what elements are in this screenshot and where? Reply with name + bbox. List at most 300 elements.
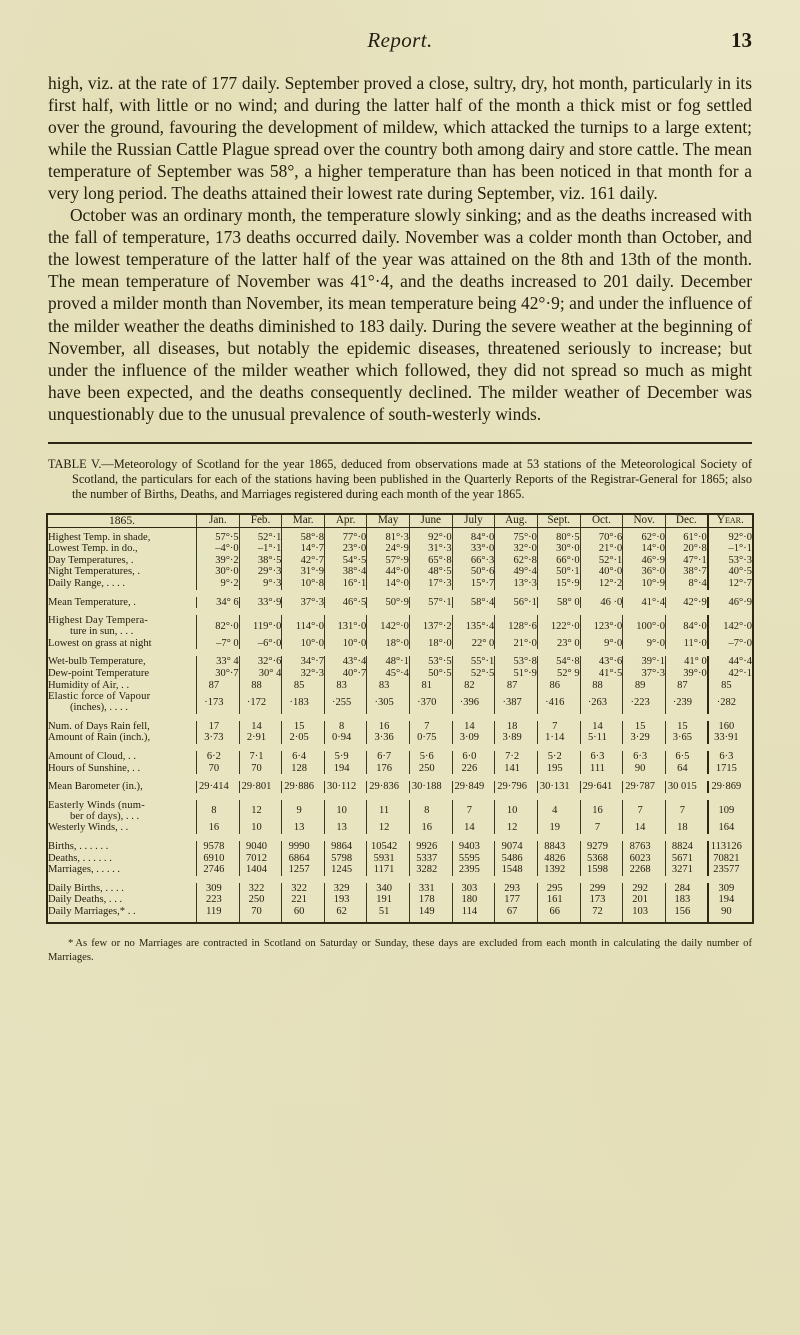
table-cell: 141: [495, 763, 538, 775]
spacer-cell: [48, 590, 752, 597]
table-cell: 12: [367, 822, 410, 834]
table-row: [48, 841, 752, 853]
table-cell: 193: [325, 894, 367, 906]
table-cell: 66°·0: [537, 555, 580, 567]
table-cell: 65°·8: [409, 555, 452, 567]
table-cell: 77°·0: [325, 527, 367, 543]
table-cell: 48°·5: [409, 566, 452, 578]
table-column-header: June: [409, 515, 452, 527]
table-cell: 46°·9: [623, 555, 666, 567]
table-cell: 149: [409, 906, 452, 923]
table-group-spacer: [48, 714, 752, 721]
table-cell: 5595: [452, 853, 495, 865]
table-cell: 16: [367, 721, 410, 733]
table-cell: 12: [239, 800, 282, 823]
table-cell: 6·3: [708, 751, 752, 763]
table-cell: 53°·3: [708, 555, 752, 567]
table-cell: 7012: [239, 853, 282, 865]
table-group-spacer: [48, 793, 752, 800]
table-column-header: May: [367, 515, 410, 527]
table-cell: 46°·5: [325, 597, 367, 609]
table-cell: 9°·0: [580, 638, 623, 650]
table-cell: ·387: [495, 691, 538, 714]
table-cell: 50°·5: [409, 668, 452, 680]
table-cell: 52° 9: [537, 668, 580, 680]
table-column-header: Sept.: [537, 515, 580, 527]
table-cell: 8824: [665, 841, 707, 853]
table-cell: 33°·0: [452, 543, 495, 555]
table-cell: 14: [580, 721, 623, 733]
table-cell: 39°·1: [623, 656, 666, 668]
table-cell: ·282: [708, 691, 752, 714]
table-row: [48, 781, 752, 793]
table-row: [48, 578, 752, 590]
table-cell: 38°·7: [665, 566, 707, 578]
table-cell: 5486: [495, 853, 538, 865]
table-cell: 12: [495, 822, 538, 834]
table-cell: 24°·9: [367, 543, 410, 555]
table-cell: 9°·2: [197, 578, 240, 590]
table-cell: 57°·9: [367, 555, 410, 567]
table-cell: 70: [197, 763, 240, 775]
table-cell: 55°·1: [452, 656, 495, 668]
table-cell: –1°·1: [708, 543, 752, 555]
table-cell: –6°·0: [239, 638, 282, 650]
table-cell: 50°·9: [367, 597, 410, 609]
table-cell: 33°·9: [239, 597, 282, 609]
spacer-cell: [48, 714, 752, 721]
table-cell: 42°·1: [708, 668, 752, 680]
table-group-spacer: [48, 608, 752, 615]
table-cell: 2395: [452, 864, 495, 876]
table-cell: 37°·3: [282, 597, 325, 609]
table-cell: 11: [367, 800, 410, 823]
table-cell: 88: [580, 680, 623, 692]
table-cell: 7: [409, 721, 452, 733]
table-cell: 64: [665, 763, 707, 775]
table-cell: 42°·9: [665, 597, 707, 609]
table-cell: 70: [239, 906, 282, 923]
table-cell: 3·29: [623, 732, 666, 744]
table-cell: 46°·9: [708, 597, 752, 609]
table-cell: 9040: [239, 841, 282, 853]
body-text: [48, 72, 752, 425]
table-cell: 31°·9: [282, 566, 325, 578]
table-cell: 52°·5: [452, 668, 495, 680]
table-cell: 66°·3: [452, 555, 495, 567]
table-cell: 92°·0: [708, 527, 752, 543]
table-cell: 10: [239, 822, 282, 834]
table-cell: 7·1: [239, 751, 282, 763]
table-cell: 340: [367, 883, 410, 895]
table-row-label: Elastic force of Vapour (inches), . . . .: [48, 691, 151, 714]
table-cell: 31°·3: [409, 543, 452, 555]
table-cell: 6·5: [665, 751, 707, 763]
table-cell: 90: [708, 906, 752, 923]
table-row-label: Deaths, . . . . . .: [48, 852, 112, 864]
table-cell: 83: [325, 680, 367, 692]
table-cell: 40°·0: [580, 566, 623, 578]
table-column-header: Nov.: [623, 515, 666, 527]
table-cell: 23° 0: [537, 638, 580, 650]
table-cell: 13°·3: [495, 578, 538, 590]
table-cell: 128°·6: [495, 615, 538, 638]
table-cell: 303: [452, 883, 495, 895]
table-cell: 8°·4: [665, 578, 707, 590]
table-cell: 3·36: [367, 732, 410, 744]
table-row-label: Daily Range, . . . .: [48, 578, 126, 589]
table-cell: 62°·8: [495, 555, 538, 567]
table-cell: ·255: [325, 691, 367, 714]
table-cell: 57°·5: [197, 527, 240, 543]
table-cell: 33° 4: [197, 656, 240, 668]
table-group-spacer: [48, 774, 752, 781]
table-row: [48, 680, 752, 692]
table-cell: –7° 0: [197, 638, 240, 650]
table-cell: 9864: [325, 841, 367, 853]
table-cell: 60: [282, 906, 325, 923]
table-group-spacer: [48, 744, 752, 751]
table-cell: 173: [580, 894, 623, 906]
spacer-cell: [48, 649, 752, 656]
table-cell: ·370: [409, 691, 452, 714]
table-row-label: Daily Deaths, . . .: [48, 894, 123, 906]
table-cell: 19: [537, 822, 580, 834]
table-cell: 84°·0: [452, 527, 495, 543]
meteorology-table-container: [46, 513, 754, 924]
table-row: [48, 883, 752, 895]
table-cell: 7: [537, 721, 580, 733]
table-cell: 1548: [495, 864, 538, 876]
table-cell: 221: [282, 894, 325, 906]
table-cell: 1404: [239, 864, 282, 876]
table-cell: 114°·0: [282, 615, 325, 638]
table-cell: 156: [665, 906, 707, 923]
table-cell: 5·6: [409, 751, 452, 763]
table-cell: 70821: [708, 853, 752, 865]
table-cell: 15: [282, 721, 325, 733]
table-cell: 29·641: [580, 781, 623, 793]
table-cell: 46 ·0: [580, 597, 623, 609]
table-cell: 16: [580, 800, 623, 823]
table-row-label: Daily Marriages,* . .: [48, 905, 136, 917]
table-cell: 5798: [325, 853, 367, 865]
table-cell: 12°·7: [708, 578, 752, 590]
table-cell: ·263: [580, 691, 623, 714]
table-cell: 8763: [623, 841, 666, 853]
table-cell: 3·73: [197, 732, 240, 744]
table-row-label: Amount of Rain (inch.),: [48, 732, 151, 744]
table-row-label: Highest Day Tempera- ture in sun, . . .: [48, 615, 149, 638]
table-cell: 7: [623, 800, 666, 823]
table-cell: 10°·0: [325, 638, 367, 650]
table-row: [48, 656, 752, 668]
table-cell: 9990: [282, 841, 325, 853]
table-cell: 11°·0: [665, 638, 707, 650]
table-cell: 39°·2: [197, 555, 240, 567]
meteorology-table: [48, 515, 752, 922]
table-row: [48, 732, 752, 744]
table-cell: 6·7: [367, 751, 410, 763]
table-cell: 18°·0: [367, 638, 410, 650]
table-cell: 10°·9: [623, 578, 666, 590]
table-cell: 1598: [580, 864, 623, 876]
table-cell: 5931: [367, 853, 410, 865]
table-cell: 8: [197, 800, 240, 823]
table-row-label: Lowest on grass at night: [48, 637, 152, 649]
table-cell: 29·414: [197, 781, 240, 793]
table-cell: 33·91: [708, 732, 752, 744]
table-cell: 8: [325, 721, 367, 733]
table-cell: ·305: [367, 691, 410, 714]
table-cell: 29·787: [623, 781, 666, 793]
table-cell: 114: [452, 906, 495, 923]
table-cell: 329: [325, 883, 367, 895]
table-cell: 34° 6: [197, 597, 240, 609]
table-cell: 52°·1: [580, 555, 623, 567]
table-cell: 9074: [495, 841, 538, 853]
table-cell: 58° 0: [537, 597, 580, 609]
table-cell: 75°·0: [495, 527, 538, 543]
table-cell: 164: [708, 822, 752, 834]
table-cell: 29·869: [708, 781, 752, 793]
table-cell: 13: [282, 822, 325, 834]
table-cell: 32°·0: [495, 543, 538, 555]
table-cell: 14: [452, 721, 495, 733]
table-cell: 7·2: [495, 751, 538, 763]
table-cell: 40°·5: [708, 566, 752, 578]
table-cell: 4826: [537, 853, 580, 865]
table-cell: 2·91: [239, 732, 282, 744]
table-cell: 87: [197, 680, 240, 692]
table-row: [48, 853, 752, 865]
table-cell: 87: [665, 680, 707, 692]
table-cell: 14°·0: [367, 578, 410, 590]
table-cell: 10: [495, 800, 538, 823]
table-cell: 177: [495, 894, 538, 906]
table-cell: 88: [239, 680, 282, 692]
table-cell: 34°·7: [282, 656, 325, 668]
table-cell: 9926: [409, 841, 452, 853]
table-column-header: Apr.: [325, 515, 367, 527]
table-cell: 5337: [409, 853, 452, 865]
table-cell: 6·4: [282, 751, 325, 763]
table-cell: 250: [239, 894, 282, 906]
table-cell: 48°·1: [367, 656, 410, 668]
table-cell: 86: [537, 680, 580, 692]
table-cell: 16: [409, 822, 452, 834]
table-cell: 12°·2: [580, 578, 623, 590]
table-cell: 41°·5: [580, 668, 623, 680]
table-cell: 15: [623, 721, 666, 733]
table-cell: 122°·0: [537, 615, 580, 638]
table-cell: 51: [367, 906, 410, 923]
table-cell: 62°·0: [623, 527, 666, 543]
table-cell: 8843: [537, 841, 580, 853]
table-row-label: Mean Temperature, .: [48, 596, 136, 608]
table-cell: 322: [239, 883, 282, 895]
table-cell: 223: [197, 894, 240, 906]
table-cell: 15°·9: [537, 578, 580, 590]
table-body: [48, 527, 752, 922]
table-cell: 5·2: [537, 751, 580, 763]
table-group-spacer: [48, 876, 752, 883]
table-cell: –4°·0: [197, 543, 240, 555]
table-cell: 1392: [537, 864, 580, 876]
table-cell: 135°·4: [452, 615, 495, 638]
table-cell: 85: [282, 680, 325, 692]
table-row: [48, 527, 752, 543]
table-cell: 201: [623, 894, 666, 906]
table-cell: 20°·8: [665, 543, 707, 555]
table-cell: 0·75: [409, 732, 452, 744]
table-cell: 194: [708, 894, 752, 906]
table-cell: 18: [665, 822, 707, 834]
table-cell: 58°·8: [282, 527, 325, 543]
table-cell: 10°·0: [282, 638, 325, 650]
table-cell: 309: [708, 883, 752, 895]
table-cell: 123°·0: [580, 615, 623, 638]
table-cell: 43°·4: [325, 656, 367, 668]
table-column-header: Oct.: [580, 515, 623, 527]
table-cell: 292: [623, 883, 666, 895]
table-cell: 111: [580, 763, 623, 775]
running-head-title: Report.: [367, 28, 433, 52]
section-divider: [48, 442, 752, 444]
table-cell: 3·65: [665, 732, 707, 744]
table-cell: 9578: [197, 841, 240, 853]
table-row-label: Highest Temp. in shade,: [48, 531, 151, 543]
table-cell: 9°·3: [239, 578, 282, 590]
table-cell: 180: [452, 894, 495, 906]
table-cell: 50°·6: [452, 566, 495, 578]
table-row-label: Num. of Days Rain fell,: [48, 720, 150, 732]
table-column-header: Year.: [708, 515, 752, 527]
table-cell: 9°·0: [623, 638, 666, 650]
table-column-header: July: [452, 515, 495, 527]
table-cell: 30·188: [409, 781, 452, 793]
table-cell: 119: [197, 906, 240, 923]
table-row: [48, 864, 752, 876]
table-cell: 16°·1: [325, 578, 367, 590]
spacer-cell: [48, 793, 752, 800]
table-row: [48, 615, 752, 638]
table-cell: ·173: [197, 691, 240, 714]
table-cell: 16: [197, 822, 240, 834]
table-row: [48, 800, 752, 823]
table-cell: 14: [623, 822, 666, 834]
table-cell: 44°·0: [367, 566, 410, 578]
table-cell: 45°·4: [367, 668, 410, 680]
table-cell: 109: [708, 800, 752, 823]
table-group-spacer: [48, 649, 752, 656]
table-group-spacer: [48, 834, 752, 841]
table-row: [48, 543, 752, 555]
table-cell: 14°·0: [623, 543, 666, 555]
table-cell: 30 015: [665, 781, 707, 793]
table-cell: 32°·6: [239, 656, 282, 668]
table-cell: 5671: [665, 853, 707, 865]
table-cell: 66: [537, 906, 580, 923]
table-cell: –1°·1: [239, 543, 282, 555]
table-cell: 30° 4: [239, 668, 282, 680]
table-cell: 49°·4: [495, 566, 538, 578]
table-cell: 82°·0: [197, 615, 240, 638]
table-cell: 176: [367, 763, 410, 775]
table-cell: 183: [665, 894, 707, 906]
table-cell: 58°·4: [452, 597, 495, 609]
table-cell: 23577: [708, 864, 752, 876]
table-cell: 47°·1: [665, 555, 707, 567]
table-cell: 50°·1: [537, 566, 580, 578]
table-cell: 119°·0: [239, 615, 282, 638]
table-cell: 84°·0: [665, 615, 707, 638]
table-cell: 6·3: [580, 751, 623, 763]
table-caption-text: —Meteorology of Scotland for the year 1865, deduced from observations made at 53 stations of the Meteorological Society of Scotland, the particulars for each of the stations having been published in the Quarterly Reports of the Registrar-General for 1865; also the number of Births, Deaths, and Marriages registered during each month of the year 1865.: [72, 456, 752, 501]
table-cell: 81°·3: [367, 527, 410, 543]
table-cell: 21°·0: [580, 543, 623, 555]
table-cell: 194: [325, 763, 367, 775]
table-cell: 72: [580, 906, 623, 923]
table-cell: 1715: [708, 763, 752, 775]
table-row: [48, 638, 752, 650]
table-cell: 56°·1: [495, 597, 538, 609]
table-cell: 17: [197, 721, 240, 733]
table-cell: 18: [495, 721, 538, 733]
table-cell: 30°·7: [197, 668, 240, 680]
table-cell: 15: [665, 721, 707, 733]
paragraph: high, viz. at the rate of 177 daily. September proved a close, sultry, dry, hot month, particularly in its first half, with little or no wind; and during the latter half of the month a thick mist or fog settled over the ground, favouring the development of mildew, which attacked the turnips to a large extent; while the Russian Cattle Plague spread over the country both among dairy and store cattle. The mean temperature of September was 58°, a higher temperature than has been noticed in that month for a very long period. The deaths attained their lowest rate during September, viz. 161 daily.: [48, 73, 752, 204]
table-cell: 29·886: [282, 781, 325, 793]
table-cell: 22° 0: [452, 638, 495, 650]
table-column-header: Feb.: [239, 515, 282, 527]
table-cell: 10°·8: [282, 578, 325, 590]
table-row-label: Lowest Temp. in do.,: [48, 543, 138, 555]
table-cell: 7: [665, 800, 707, 823]
table-row-label: Easterly Winds (num- ber of days), . . .: [48, 799, 145, 823]
table-cell: 29·801: [239, 781, 282, 793]
table-row-label: Amount of Cloud, . .: [48, 750, 136, 762]
table-cell: 41° 0: [665, 656, 707, 668]
table-cell: 52°·1: [239, 527, 282, 543]
table-cell: 1257: [282, 864, 325, 876]
table-cell: 18°·0: [409, 638, 452, 650]
table-cell: 3·09: [452, 732, 495, 744]
table-cell: 9279: [580, 841, 623, 853]
table-cell: 1171: [367, 864, 410, 876]
table-cell: 2268: [623, 864, 666, 876]
table-column-header: Dec.: [665, 515, 707, 527]
table-cell: 2746: [197, 864, 240, 876]
table-stub-header: 1865.: [48, 515, 197, 527]
table-cell: 9403: [452, 841, 495, 853]
table-row: [48, 763, 752, 775]
table-header: [48, 515, 752, 527]
table-row-label: Marriages, . . . . .: [48, 864, 121, 876]
table-cell: –7°·0: [708, 638, 752, 650]
table-cell: 21°·0: [495, 638, 538, 650]
table-cell: 191: [367, 894, 410, 906]
table-cell: 100°·0: [623, 615, 666, 638]
table-cell: 39°·0: [665, 668, 707, 680]
table-cell: 14°·7: [282, 543, 325, 555]
table-cell: 6023: [623, 853, 666, 865]
paragraph: October was an ordinary month, the temperature slowly sinking; and as the deaths increased with the fall of temperature, 173 deaths occurred daily. November was a colder month than October, and the lowest temperature of the latter half of the year was attained on the 8th and 13th of the month. The mean temperature of November was 41°·4, and the deaths increased to 201 daily. December proved a milder month than November, its mean temperature being 42°·9; and under the influence of the milder weather the deaths diminished to 183 daily. During the severe weather at the beginning of November, all diseases, but notably the epidemic diseases, threatened seriously to increase; but under the influence of the milder weather which followed, they did not spread so much as might have been expected, and the deaths consequently declined. The milder weather of December was unquestionably due to the unusual prevalence of south-westerly winds.: [48, 205, 752, 424]
table-cell: 82: [452, 680, 495, 692]
table-cell: 38°·4: [325, 566, 367, 578]
table-cell: 14: [239, 721, 282, 733]
table-cell: 70: [239, 763, 282, 775]
